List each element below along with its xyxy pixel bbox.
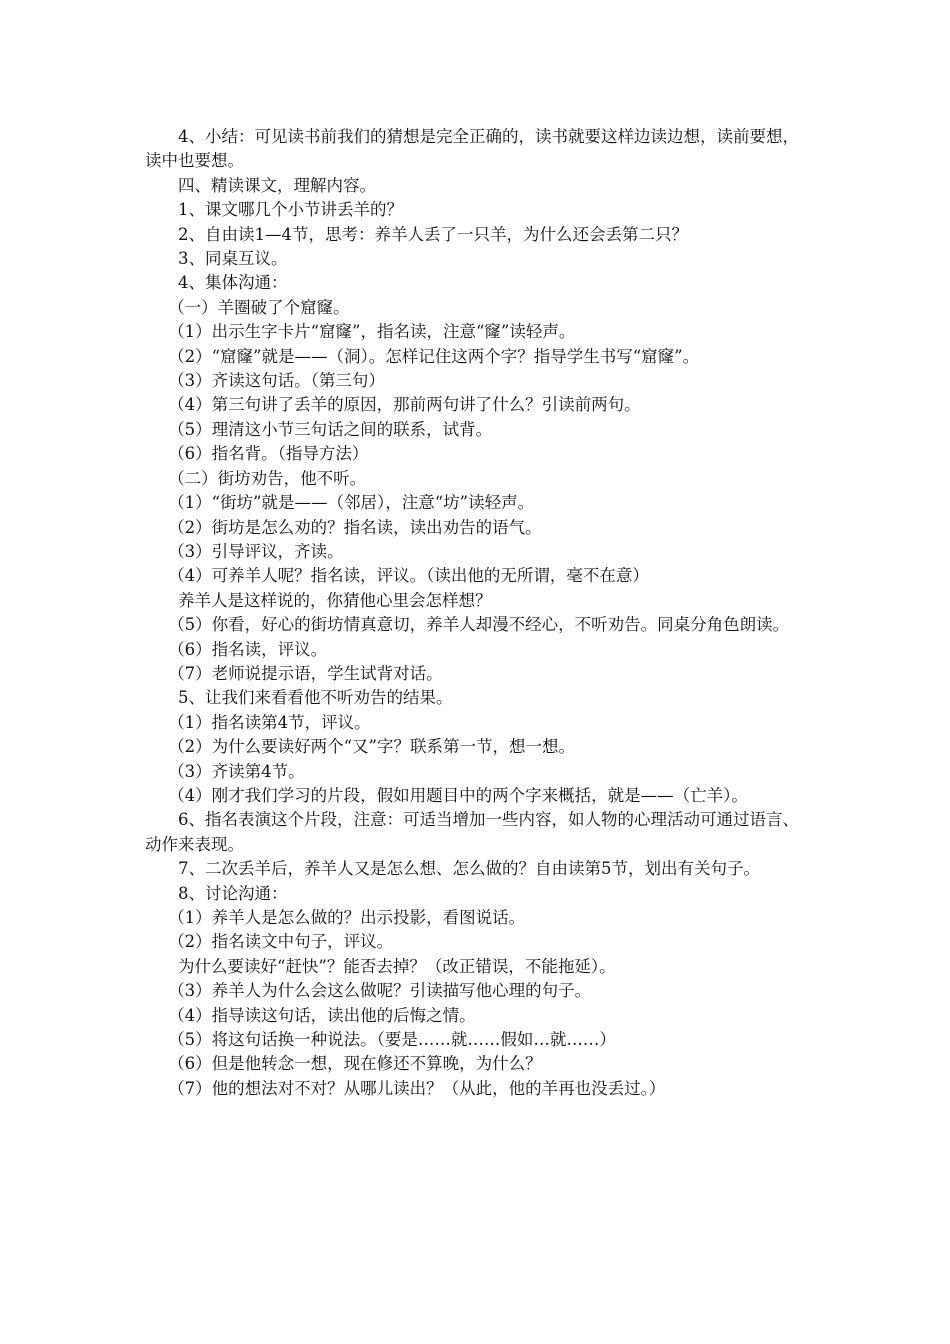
- document-body: [145, 125, 810, 1101]
- paragraph: 6、指名表演这个片段，注意：可适当增加一些内容，如人物的心理活动可通过语言、动作来表现。: [145, 810, 799, 854]
- list-item: （5）你看，好心的街坊情真意切，养羊人却漫不经心，不听劝告。同桌分角色朗读。: [168, 615, 790, 635]
- list-item: （4）刚才我们学习的片段，假如用题目中的两个字来概括，就是——（亡羊）。: [168, 785, 748, 805]
- list-item: （1）养羊人是怎么做的？出示投影，看图说话。: [168, 908, 526, 927]
- list-item: （1）“街坊”就是——（邻居），注意“坊”读轻声。: [168, 493, 535, 513]
- list-item: （7）他的想法对不对？从哪儿读出？（从此，他的羊再也没丢过。）: [168, 1078, 666, 1098]
- paragraph: 7、二次丢羊后，养羊人又是怎么想、怎么做的？自由读第5节，划出有关句子。: [178, 859, 760, 879]
- list-item: （2）街坊是怎么劝的？指名读，读出劝告的语气。: [168, 517, 542, 537]
- paragraph: 养羊人是这样说的，你猜他心里会怎样想？: [178, 590, 492, 610]
- list-item: （2）为什么要读好两个“又”字？联系第一节，想一想。: [168, 737, 575, 757]
- paragraph: 8、讨论沟通：: [178, 883, 288, 903]
- section-heading-4: 四、精读课文，理解内容。: [178, 175, 376, 195]
- sub-heading-2: （二）街坊劝告，他不听。: [168, 468, 367, 488]
- list-item: （7）老师说提示语，学生试背对话。: [168, 663, 443, 683]
- list-item: （4）第三句讲了丢羊的原因，那前两句讲了什么？引读前两句。: [168, 395, 641, 415]
- list-item: （3）齐读这句话。（第三句）: [168, 371, 385, 391]
- paragraph: 5、让我们来看看他不听劝告的结果。: [178, 688, 453, 708]
- list-item: （6）指名读，评议。: [168, 639, 328, 659]
- list-item: （6）指名背。（指导方法）: [168, 444, 369, 464]
- list-item: （3）养羊人为什么会这么做呢？引读描写他心理的句子。: [168, 981, 592, 1001]
- list-item: （5）理清这小节三句话之间的联系，试背。: [168, 419, 493, 439]
- list-item: （6）但是他转念一想，现在修还不算晚，为什么？: [168, 1054, 542, 1074]
- list-item: （1）出示生字卡片“窟窿”，指名读，注意“窿”读轻声。: [168, 322, 576, 342]
- list-item: （2）“窟窿”就是——（洞）。怎样记住这两个字？指导学生书写“窟窿”。: [168, 346, 700, 366]
- list-item: （1）指名读第4节，评议。: [168, 712, 371, 732]
- paragraph: 2、自由读1—4节，思考：养羊人丢了一只羊，为什么还会丢第二只？: [178, 224, 688, 244]
- list-item: （2）指名读文中句子，评议。: [168, 932, 394, 952]
- paragraph: 3、同桌互议。: [178, 249, 288, 269]
- list-item: （4）指导读这句话，读出他的后悔之情。: [168, 1005, 476, 1025]
- sub-heading-1: （一）羊圈破了个窟窿。: [168, 297, 350, 317]
- list-item: （3）引导评议，齐读。: [168, 541, 344, 561]
- paragraph: 4、集体沟通：: [178, 273, 288, 293]
- paragraph-summary: 4、小结：可见读书前我们的猜想是完全正确的，读书就要这样边读边想，读前要想，读中也要想。: [145, 127, 799, 171]
- paragraph: 1、课文哪几个小节讲丢羊的？: [178, 200, 403, 220]
- list-item: （4）可养羊人呢？指名读，评议。（读出他的无所谓，毫不在意）: [168, 566, 649, 586]
- paragraph: 为什么要读好“赶快”？能否去掉？（改正错误，不能拖延）。: [178, 956, 616, 976]
- list-item: （3）齐读第4节。: [168, 761, 305, 781]
- list-item: （5）将这句话换一种说法。（要是……就……假如…就……）: [168, 1030, 616, 1050]
